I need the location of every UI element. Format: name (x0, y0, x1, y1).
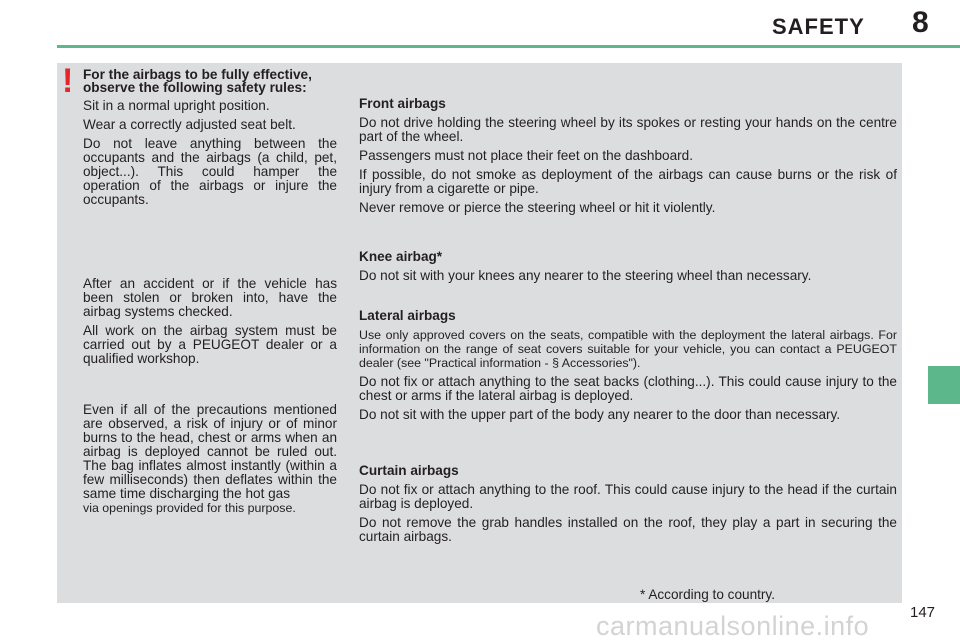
after-accident-block (83, 277, 337, 371)
risk-warning-block (83, 403, 337, 520)
safety-rules-block (83, 68, 337, 212)
curtain-airbags-text: Do not remove the grab handles installed on the roof, they play a part in securing the curtain airbags. (359, 515, 897, 544)
lateral-airbags-text: Do not sit with the upper part of the body any nearer to the door than necessary. (359, 407, 841, 422)
after-accident-text: After an accident or if the vehicle has been stolen or broken into, have the airbag systems checked. (83, 276, 337, 319)
rule-item: Wear a correctly adjusted seat belt. (83, 117, 296, 132)
front-airbags-text: If possible, do not smoke as deployment of the airbags can cause burns or the risk of injury from a cigarette or pipe. (359, 167, 897, 196)
front-airbags-text: Never remove or pierce the steering wheel or hit it violently. (359, 200, 716, 215)
warning-icon: ! (62, 62, 74, 100)
safety-rules-heading: For the airbags to be fully effective, observe the following safety rules: (83, 67, 312, 95)
rule-item: Do not leave anything between the occupants and the airbags (a child, pet, object...). This could hamper the operation of the airbags or injure the occupants. (83, 136, 337, 207)
lateral-airbags-section (359, 309, 897, 427)
footnote: * According to country. (640, 587, 776, 602)
rule-item: Sit in a normal upright position. (83, 98, 270, 113)
front-airbags-section (359, 97, 897, 220)
knee-airbag-text: Do not sit with your knees any nearer to the steering wheel than necessary. (359, 268, 812, 283)
lateral-airbags-covers-text: Use only approved covers on the seats, compatible with the deployment the lateral airbags. For information on the range of seat covers suitable for your vehicle, you can contact a PEUGEOT dealer (see "Practical information - § Accessories"). (359, 328, 897, 370)
risk-warning-tail: via openings provided for this purpose. (83, 501, 296, 515)
lateral-airbags-text: Do not fix or attach anything to the seat backs (clothing...). This could cause injury to the chest or arms if the lateral airbag is deployed. (359, 374, 897, 403)
after-accident-text: All work on the airbag system must be carried out by a PEUGEOT dealer or a qualified workshop. (83, 323, 337, 366)
page-number: 147 (910, 604, 936, 621)
chapter-number: 8 (912, 6, 929, 39)
risk-warning-text: Even if all of the precautions mentioned are observed, a risk of injury or of minor burns to the head, chest or arms when an airbag is deployed cannot be ruled out. The bag inflates almost instantly (within a few milliseconds) then deflates within the same time discharging the hot gas (83, 402, 337, 501)
curtain-airbags-text: Do not fix or attach anything to the roof. This could cause injury to the head if the curtain airbag is deployed. (359, 482, 897, 511)
header-divider (57, 45, 960, 48)
knee-airbag-title: Knee airbag* (359, 249, 443, 264)
curtain-airbags-section (359, 464, 897, 549)
chapter-tab-marker (928, 366, 960, 404)
front-airbags-text: Do not drive holding the steering wheel by its spokes or resting your hands on the centre part of the wheel. (359, 115, 897, 144)
curtain-airbags-title: Curtain airbags (359, 463, 459, 478)
front-airbags-title: Front airbags (359, 96, 446, 111)
section-title: SAFETY (772, 14, 865, 39)
lateral-airbags-title: Lateral airbags (359, 308, 456, 323)
front-airbags-text: Passengers must not place their feet on the dashboard. (359, 148, 694, 163)
knee-airbag-section (359, 250, 897, 288)
watermark: carmanualsonline.info (596, 611, 870, 641)
